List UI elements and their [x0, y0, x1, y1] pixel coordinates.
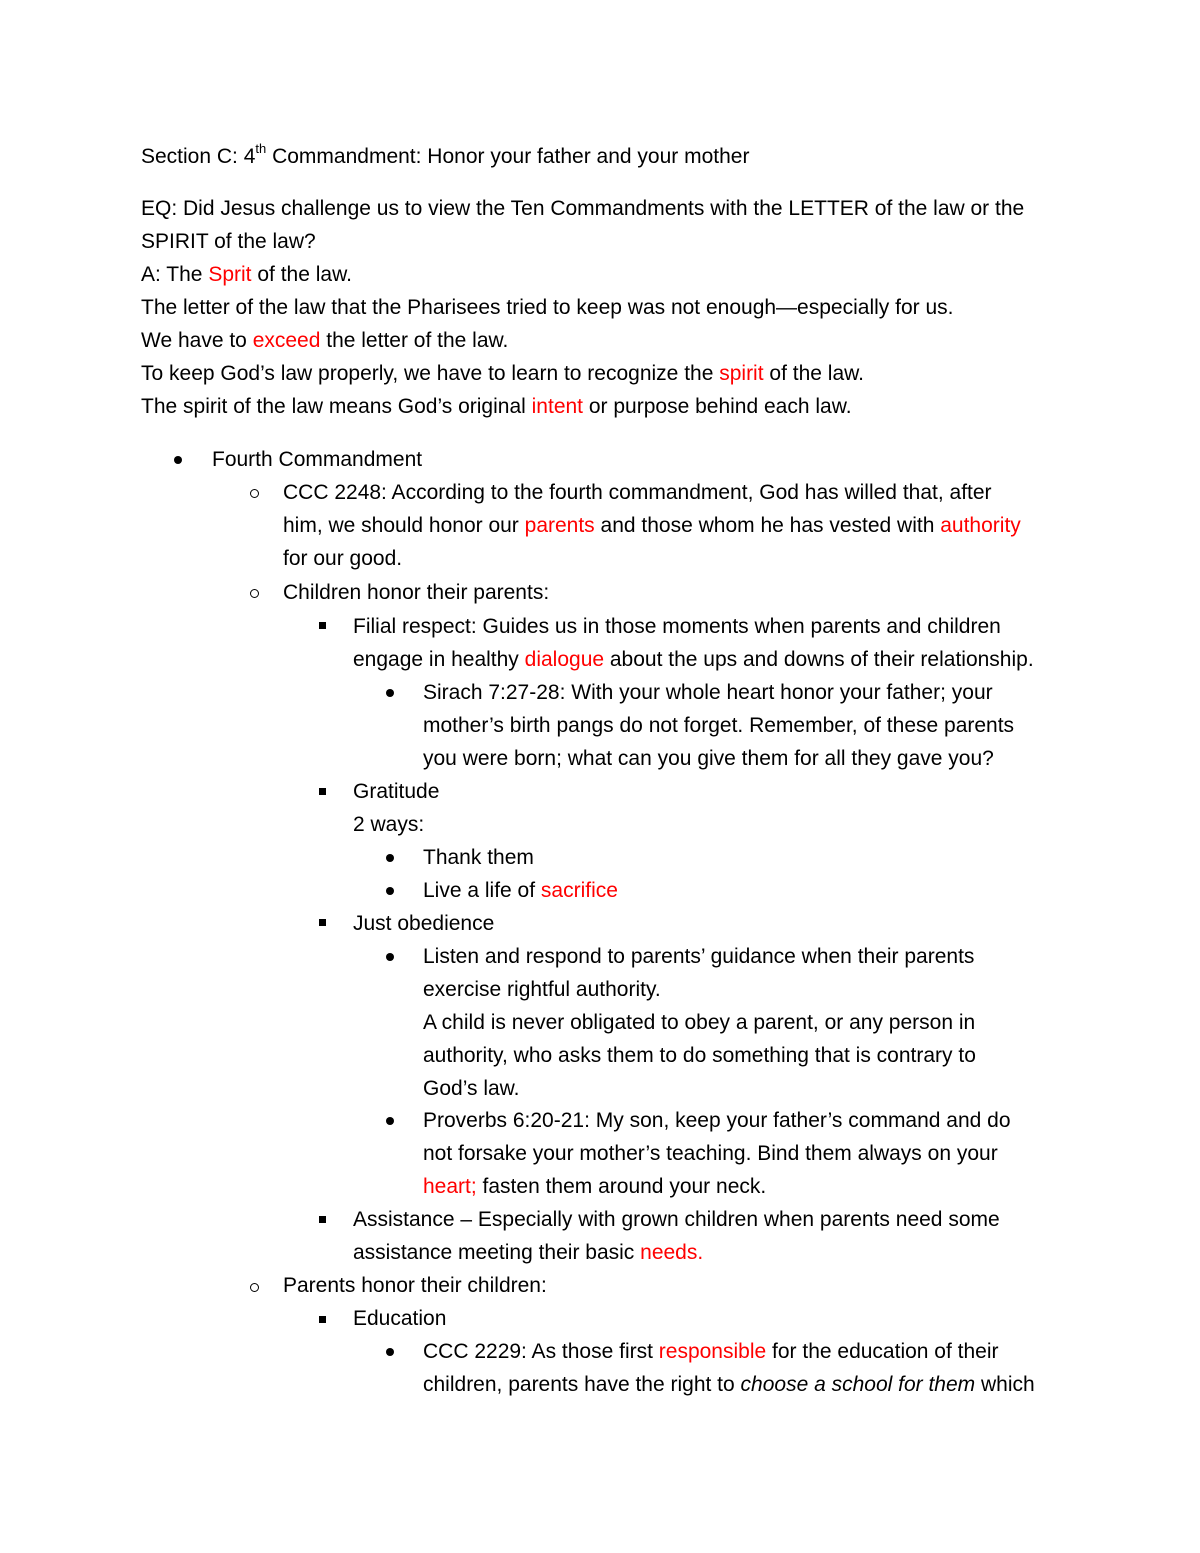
intent-line: The spirit of the law means God’s original intent or purpose behind each law.	[141, 395, 852, 418]
ccc2248-line-1: CCC 2248: According to the fourth commandment, God has willed that, after	[283, 481, 992, 504]
bullet-square-icon	[319, 919, 326, 926]
section-title: Section C: 4th Commandment: Honor your father and your mother	[141, 141, 750, 168]
proverbs-line-1: Proverbs 6:20-21: My son, keep your father’s command and do	[423, 1109, 1011, 1132]
filial-line-2: engage in healthy dialogue about the ups and downs of their relationship.	[353, 648, 1034, 671]
listen-line-3: A child is never obligated to obey a parent, or any person in	[423, 1011, 976, 1034]
bullet-dot-icon	[386, 953, 394, 961]
eq-line-1: EQ: Did Jesus challenge us to view the Ten Commandments with the LETTER of the law or the	[141, 197, 1025, 220]
sirach-line-2: mother’s birth pangs do not forget. Remember, of these parents	[423, 714, 1015, 737]
fourth-commandment-heading: Fourth Commandment	[212, 448, 423, 471]
bullet-dot-icon	[386, 689, 394, 697]
ccc2229-line-2: children, parents have the right to choose a school for them which	[423, 1373, 1035, 1396]
gratitude-heading: Gratitude	[353, 780, 440, 803]
bullet-circle-icon	[250, 489, 259, 498]
ccc2229-line-1: CCC 2229: As those first responsible for the education of their	[423, 1340, 999, 1363]
education-heading: Education	[353, 1307, 447, 1330]
children-honor-heading: Children honor their parents:	[283, 581, 550, 604]
ccc2248-line-3: for our good.	[283, 547, 403, 570]
bullet-square-icon	[319, 1316, 326, 1323]
assistance-line-2: assistance meeting their basic needs.	[353, 1241, 704, 1264]
bullet-dot-icon	[174, 456, 182, 464]
listen-line-5: God’s law.	[423, 1077, 520, 1100]
proverbs-line-3: heart; fasten them around your neck.	[423, 1175, 767, 1198]
bullet-square-icon	[319, 788, 326, 795]
bullet-circle-icon	[250, 589, 259, 598]
bullet-dot-icon	[386, 854, 394, 862]
filial-line-1: Filial respect: Guides us in those moments when parents and children	[353, 615, 1001, 638]
eq-line-2: SPIRIT of the law?	[141, 230, 316, 253]
two-ways-line: 2 ways:	[353, 813, 425, 836]
ccc2248-line-2: him, we should honor our parents and those whom he has vested with authority	[283, 514, 1021, 537]
live-sacrifice-line: Live a life of sacrifice	[423, 879, 618, 902]
bullet-dot-icon	[386, 887, 394, 895]
assistance-line-1: Assistance – Especially with grown children when parents need some	[353, 1208, 1000, 1231]
sirach-line-3: you were born; what can you give them for all they gave you?	[423, 747, 994, 770]
listen-line-4: authority, who asks them to do something that is contrary to	[423, 1044, 976, 1067]
parents-honor-heading: Parents honor their children:	[283, 1274, 547, 1297]
listen-line-2: exercise rightful authority.	[423, 978, 661, 1001]
bullet-square-icon	[319, 622, 326, 629]
answer-line: A: The Sprit of the law.	[141, 263, 352, 286]
thank-them-line: Thank them	[423, 846, 534, 869]
bullet-circle-icon	[250, 1283, 259, 1292]
bullet-dot-icon	[386, 1348, 394, 1356]
listen-line-1: Listen and respond to parents’ guidance when their parents	[423, 945, 975, 968]
exceed-line: We have to exceed the letter of the law.	[141, 329, 509, 352]
pharisees-line: The letter of the law that the Pharisees tried to keep was not enough—especially for us.	[141, 296, 954, 319]
spirit-line: To keep God’s law properly, we have to learn to recognize the spirit of the law.	[141, 362, 864, 385]
obedience-heading: Just obedience	[353, 912, 495, 935]
sirach-line-1: Sirach 7:27-28: With your whole heart honor your father; your	[423, 681, 993, 704]
proverbs-line-2: not forsake your mother’s teaching. Bind them always on your	[423, 1142, 998, 1165]
bullet-square-icon	[319, 1216, 326, 1223]
bullet-dot-icon	[386, 1117, 394, 1125]
